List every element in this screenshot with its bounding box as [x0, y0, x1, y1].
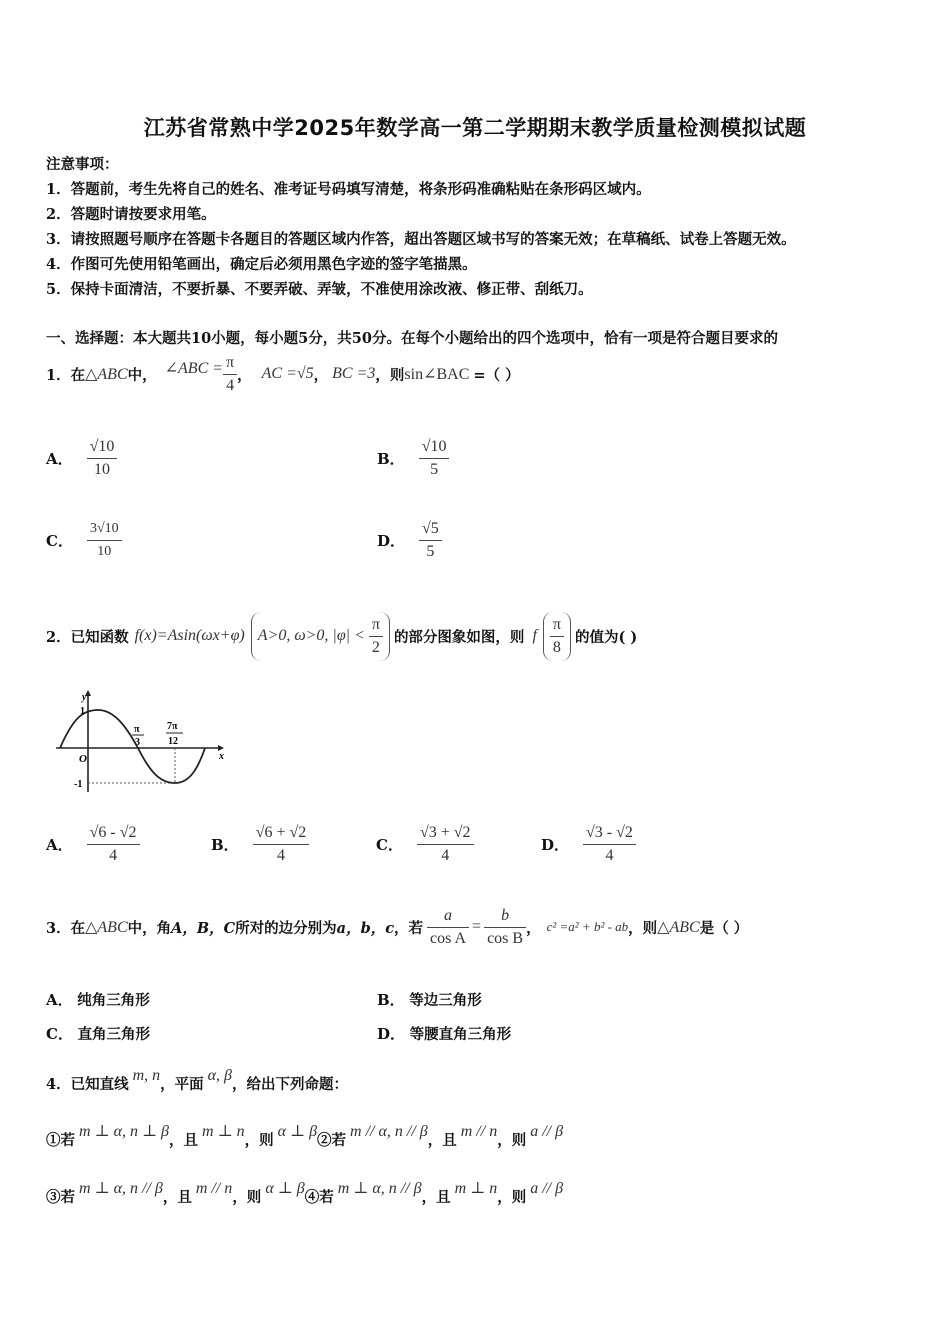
q2-text: 2．已知函数 — [46, 628, 129, 646]
page-title: 江苏省常熟中学2025年数学高一第二学期期末教学质量检测模拟试题 — [143, 116, 807, 140]
tick-7pi-12-num: 7π — [167, 721, 178, 732]
q1-text: 中， — [127, 366, 157, 384]
option-label: D． — [377, 1025, 406, 1043]
sine-curve — [60, 710, 205, 783]
prop-4-and: ，且 — [421, 1189, 451, 1206]
q4-lines: m, n — [132, 1067, 161, 1084]
q1-triangle: △ABC — [85, 366, 128, 383]
notice-item: 3．请按照题号顺序在答题卡各题目的答题区域内作答，超出答题区域书写的答案无效；在草稿纸、试卷上答题无效。 — [46, 231, 796, 248]
q1-then: ，则 — [375, 366, 405, 384]
prop-2-label: ②若 — [317, 1132, 347, 1149]
q3-option-b[interactable] — [377, 989, 482, 1010]
q3-option-c[interactable] — [46, 1023, 150, 1044]
option-text: 等边三角形 — [409, 992, 482, 1009]
q3-option-d[interactable] — [377, 1023, 511, 1044]
q4-propositions-3-4 — [46, 1173, 563, 1207]
option-label: B． — [377, 450, 405, 468]
q1-option-d[interactable] — [377, 518, 442, 563]
q2-condition-fraction: $\frac{\pi}{2}$ — [369, 614, 383, 659]
q3-fraction-b: $\frac{b}{\text{cos B}}$ — [484, 905, 526, 950]
prop-3-result: α ⊥ β — [265, 1180, 305, 1197]
option-label: D． — [541, 836, 570, 854]
q3-number: 3．在 — [46, 919, 86, 937]
q2-condition-text: A>0, ω>0, |φ| < — [257, 627, 365, 644]
q2-option-b[interactable] — [211, 822, 309, 867]
question-2 — [46, 610, 637, 662]
option-text: 直角三角形 — [77, 1026, 151, 1043]
q2-option-a[interactable] — [46, 822, 140, 867]
q1-option-a[interactable] — [46, 436, 117, 481]
q3-then: ，则 — [628, 919, 658, 937]
q4-text: 4．已知直线 — [46, 1076, 129, 1093]
q3-comma: ， — [526, 919, 541, 937]
prop-2-result: a // β — [530, 1123, 564, 1140]
option-fraction: $\frac{√10}{10}$ — [87, 436, 118, 481]
prop-1-result: α ⊥ β — [277, 1123, 318, 1140]
section-heading: 一、选择题：本大题共10小题，每小题5分，共50分。在每个小题给出的四个选项中，恰有一项是符合题目要求的 — [46, 330, 778, 347]
q4-plane-text: ，平面 — [160, 1076, 204, 1093]
option-label: C． — [46, 1025, 73, 1043]
option-label: A． — [46, 991, 73, 1009]
q1-angle-fraction: $\frac{\pi}{4}$ — [223, 352, 237, 397]
q3-text2: 所对的边分别为 — [235, 919, 337, 937]
prop-3-condition2: m // n — [195, 1180, 233, 1197]
question-4 — [46, 1060, 348, 1094]
notice-heading: 注意事项： — [46, 156, 119, 173]
prop-4-condition2: m ⊥ n — [454, 1180, 498, 1197]
q3-triangle: △ABC — [85, 919, 128, 936]
option-label: B． — [211, 836, 239, 854]
q2-function: f(x)=Asin(ωx+φ) — [134, 627, 245, 644]
max-label: 1 — [80, 706, 85, 717]
q3-end: 是（ ） — [699, 919, 749, 937]
q3-cosine-relation: c² =a² + b² - ab — [546, 919, 629, 934]
option-label: B． — [377, 991, 405, 1009]
prop-1-condition: m ⊥ α, n ⊥ β — [79, 1123, 170, 1140]
option-fraction: $\frac{3√10}{10}$ — [87, 518, 122, 563]
q3-equals: = — [472, 918, 482, 935]
q3-angles: A，B，C — [171, 919, 236, 937]
q2-arg-fraction: $\frac{\pi}{8}$ — [550, 614, 564, 659]
option-label: A． — [46, 836, 73, 854]
q3-if: ，若 — [394, 919, 424, 937]
prop-2-condition2: m // n — [460, 1123, 498, 1140]
prop-1-label: ①若 — [46, 1132, 75, 1149]
q2-text-mid: 的部分图象如图，则 — [393, 628, 525, 646]
x-label: x — [219, 751, 224, 762]
q1-number: 1．在 — [46, 366, 86, 384]
option-fraction: $\frac{√3 + √2}{4}$ — [417, 822, 474, 867]
option-fraction: $\frac{√5}{5}$ — [419, 518, 442, 563]
notice-item: 5．保持卡面清洁，不要折暴、不要弄破、弄皱，不准使用涂改液、修正带、刮纸刀。 — [46, 281, 593, 298]
q3-triangle2: △ABC — [657, 919, 700, 936]
q1-paren: =（ ） — [473, 366, 520, 384]
q4-propositions-1-2 — [46, 1116, 563, 1150]
q1-ac: AC =√5 — [261, 365, 314, 382]
prop-4-then: ，则 — [497, 1189, 527, 1206]
q3-sides: a，b，c — [336, 919, 395, 937]
prop-1-then: ，则 — [244, 1132, 274, 1149]
q2-end: 的值为( ) — [574, 628, 638, 646]
q1-option-c[interactable] — [46, 518, 122, 563]
option-label: C． — [46, 532, 73, 550]
option-fraction: $\frac{√6 + √2}{4}$ — [253, 822, 310, 867]
q2-graph — [52, 688, 224, 798]
q1-angle: ∠ABC = — [164, 360, 224, 377]
notice-item: 4．作图可先使用铅笔画出，确定后必须用黑色字迹的签字笔描黑。 — [46, 256, 477, 273]
prop-1-and: ，且 — [169, 1132, 199, 1149]
question-1 — [46, 352, 520, 396]
q3-text: 中，角 — [127, 919, 172, 937]
option-fraction: $\frac{√3 - √2}{4}$ — [583, 822, 636, 867]
notice-item: 2．答题时请按要求用笔。 — [46, 206, 216, 223]
q2-option-d[interactable] — [541, 822, 636, 867]
prop-1-condition2: m ⊥ n — [202, 1123, 245, 1140]
option-label: D． — [377, 532, 406, 550]
prop-3-condition: m ⊥ α, n // β — [79, 1180, 163, 1197]
tick-7pi-12-den: 12 — [168, 736, 178, 747]
q2-f: f — [532, 627, 537, 644]
prop-3-label: ③若 — [46, 1189, 75, 1206]
q3-option-a[interactable] — [46, 989, 150, 1010]
option-text: 等腰直角三角形 — [409, 1026, 512, 1043]
q3-fraction-a: $\frac{a}{\text{cos A}}$ — [427, 905, 469, 950]
prop-2-condition: m // α, n // β — [350, 1123, 428, 1140]
origin-label: O — [79, 753, 87, 765]
prop-4-label: ④若 — [304, 1189, 334, 1206]
min-label: -1 — [74, 779, 83, 790]
tick-pi-3-num: π — [134, 724, 140, 735]
q1-comma: ， — [237, 366, 252, 384]
y-label: y — [82, 692, 87, 703]
notice-item: 1．答题前，考生先将自己的姓名、准考证号码填写清楚，将条形码准确粘贴在条形码区域内。 — [46, 181, 651, 198]
q4-planes: α, β — [207, 1067, 233, 1084]
option-fraction: $\frac{√10}{5}$ — [419, 436, 450, 481]
prop-4-condition: m ⊥ α, n // β — [337, 1180, 422, 1197]
q2-option-c[interactable] — [376, 822, 474, 867]
q1-sin: sin∠BAC — [404, 366, 470, 383]
q1-comma: ， — [313, 366, 329, 384]
option-text: 纯角三角形 — [77, 992, 150, 1009]
q2-arg — [543, 612, 571, 661]
option-label: A． — [46, 450, 73, 468]
prop-3-and: ，且 — [162, 1189, 192, 1206]
q2-condition — [251, 612, 390, 661]
tick-pi-3-den: 3 — [135, 737, 140, 748]
q1-option-b[interactable] — [377, 436, 449, 481]
option-fraction: $\frac{√6 - √2}{4}$ — [87, 822, 140, 867]
question-3 — [46, 902, 748, 952]
prop-2-then: ，则 — [497, 1132, 527, 1149]
q1-bc: BC =3 — [332, 365, 376, 382]
prop-2-and: ，且 — [427, 1132, 457, 1149]
prop-4-result: a // β — [530, 1180, 564, 1197]
prop-3-then: ，则 — [232, 1189, 262, 1206]
q4-end: ，给出下列命题： — [232, 1076, 349, 1093]
option-label: C． — [376, 836, 403, 854]
